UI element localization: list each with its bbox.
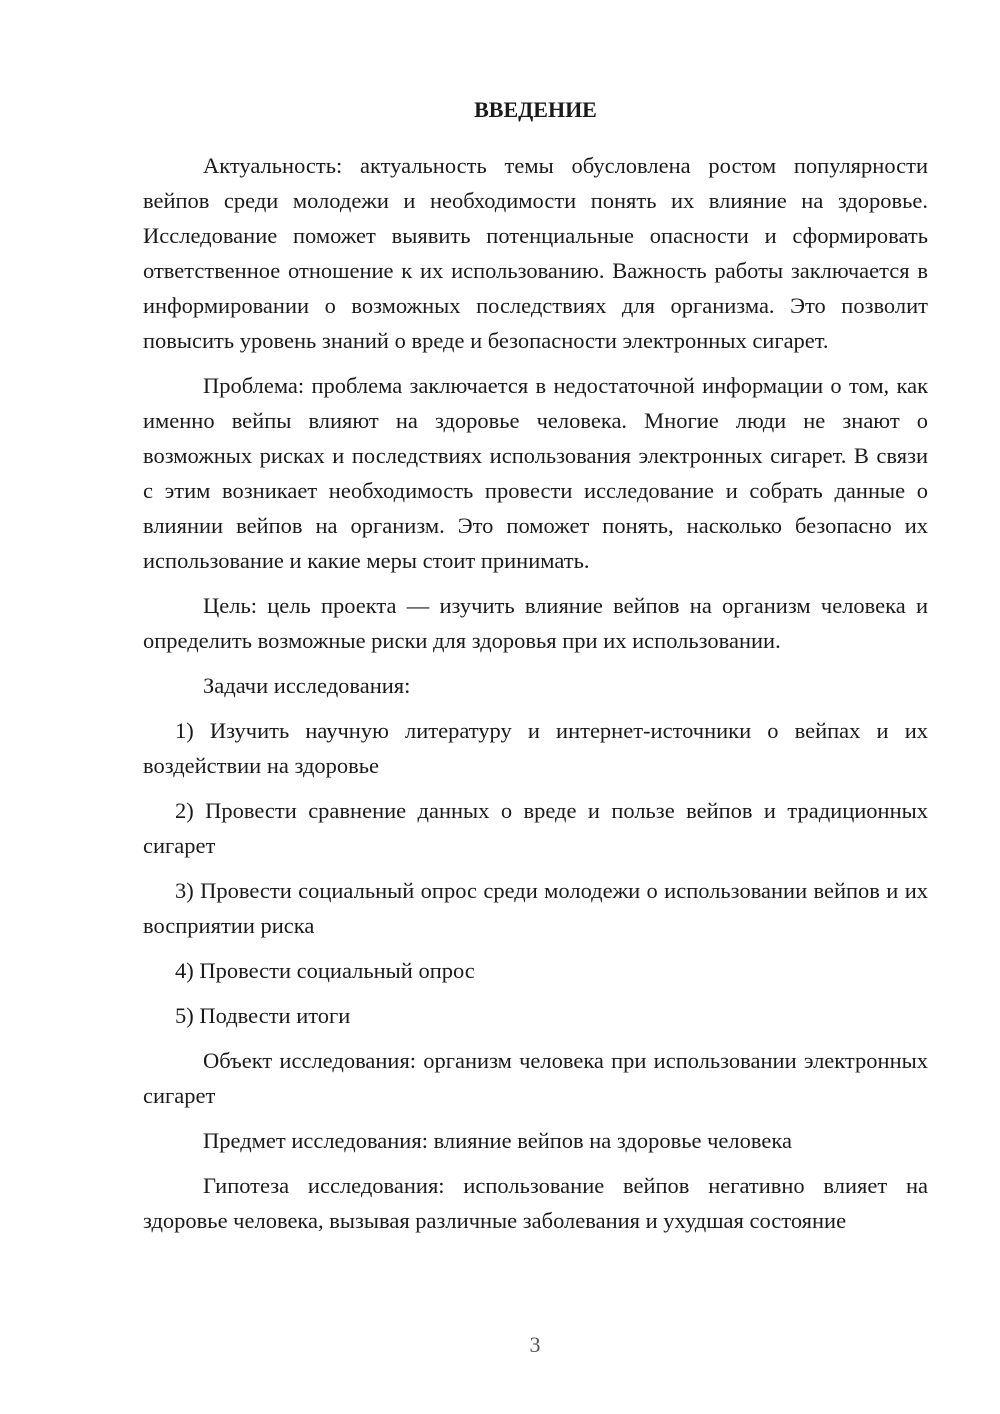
object-paragraph: Объект исследования: организм человека при использовании электронных сигарет [143,1048,928,1108]
task-item: 5) Подвести итоги [175,1003,351,1028]
section-title: ВВЕДЕНИЕ [474,97,597,122]
tasks-heading: Задачи исследования: [203,673,411,698]
page-number: 3 [529,1332,541,1357]
problem-paragraph: Проблема: проблема заключается в недостаточной информации о том, как именно вейпы влияют на здоровье человека. Многие люди не знают о возможных рисках и последствиях использования электронных сигарет. В связи с этим возникает необходимость провести исследование и собрать данные о влиянии вейпов на организм. Это поможет понять, насколько безопасно их использование и какие меры стоит принимать. [143,373,928,573]
task-item: 1) Изучить научную литературу и интернет-источники о вейпах и их воздействии на здоровье [143,718,928,778]
relevance-paragraph: Актуальность: актуальность темы обусловлена ростом популярности вейпов среди молодежи и необходимости понять их влияние на здоровье. Исследование поможет выявить потенциальные опасности и сформировать ответственное отношение к их использованию. Важность работы заключается в информировании о возможных последствиях для организма. Это позволит повысить уровень знаний о вреде и безопасности электронных сигарет. [143,153,928,353]
goal-paragraph: Цель: цель проекта — изучить влияние вейпов на организм человека и определить возможные риски для здоровья при их использовании. [143,593,928,653]
hypothesis-paragraph: Гипотеза исследования: использование вейпов негативно влияет на здоровье человека, вызывая различные заболевания и ухудшая состояние [143,1173,928,1233]
page-content [143,92,928,1248]
subject-paragraph: Предмет исследования: влияние вейпов на здоровье человека [203,1128,792,1153]
task-item: 4) Провести социальный опрос [175,958,475,983]
task-item: 3) Провести социальный опрос среди молодежи о использовании вейпов и их восприятии риска [143,878,928,938]
task-item: 2) Провести сравнение данных о вреде и пользе вейпов и традиционных сигарет [143,798,928,858]
